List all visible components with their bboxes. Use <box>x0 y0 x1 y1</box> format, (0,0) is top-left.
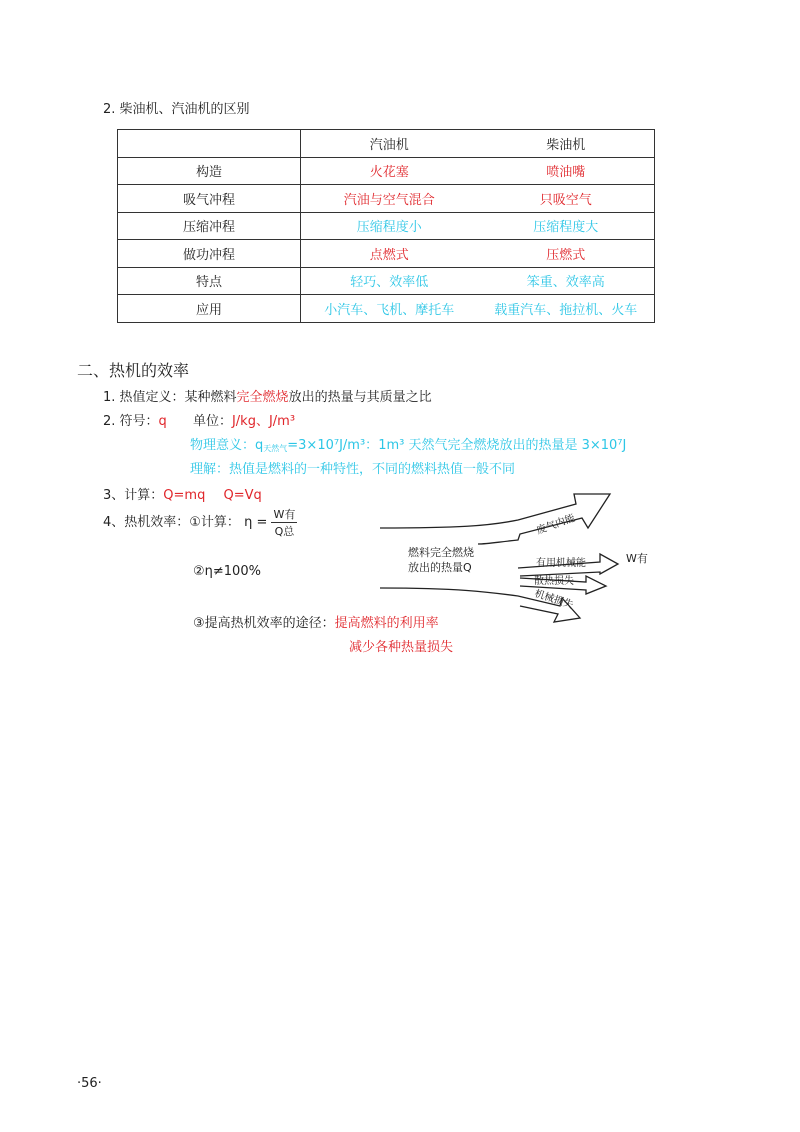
diesel-value: 笨重、效率高 <box>526 275 605 291</box>
table-row <box>118 267 655 295</box>
formula-mass: Q=mq <box>163 488 206 503</box>
row-label: 吸气冲程 <box>118 185 301 213</box>
table-row <box>118 295 655 323</box>
diesel-value: 只吸空气 <box>539 192 592 208</box>
definition-prefix: 1. 热值定义：某种燃料 <box>103 390 237 405</box>
branch-useful-label: 有用机械能 <box>536 558 586 569</box>
item-calculation <box>103 484 262 503</box>
symbol-prefix: 2. 符号： <box>103 414 159 429</box>
definition-suffix: 放出的热量与其质量之比 <box>288 390 432 405</box>
definition-highlight: 完全燃烧 <box>236 390 289 405</box>
gasoline-value: 汽油与空气混合 <box>343 192 435 208</box>
gasoline-value: 点燃式 <box>369 247 409 263</box>
section-heading-efficiency: 二、热机的效率 <box>77 361 190 380</box>
item-symbol-unit <box>103 410 295 429</box>
table-row <box>118 157 655 185</box>
row-label: 特点 <box>118 267 301 295</box>
efficiency-fraction <box>271 506 297 539</box>
branch-exhaust-label: 废气内能 <box>535 512 577 537</box>
understanding-line: 理解：热值是燃料的一种特性，不同的燃料热值一般不同 <box>190 462 516 477</box>
energy-flow-diagram <box>378 488 668 628</box>
symbol-value: q <box>158 414 167 429</box>
diesel-value: 压缩程度大 <box>533 220 599 236</box>
table-row <box>118 212 655 240</box>
output-w-useful: W有 <box>626 552 648 565</box>
diagram-source-line1: 燃料完全燃烧 <box>408 546 474 559</box>
improve-method-a: 提高燃料的利用率 <box>334 616 439 631</box>
table-header-gasoline: 汽油机 <box>369 137 409 153</box>
efficiency-not-100: ②η≠100% <box>193 564 261 579</box>
branch-heat-loss-label: 散热损失 <box>534 576 574 587</box>
fraction-denominator: Q总 <box>274 525 295 538</box>
improve-prefix: ③提高热机效率的途径： <box>193 616 335 631</box>
item-heat-value-definition <box>103 386 432 405</box>
diesel-value: 喷油嘴 <box>546 165 586 181</box>
table-header-diesel: 柴油机 <box>546 137 586 153</box>
gasoline-value: 小汽车、飞机、摩托车 <box>324 302 455 318</box>
diesel-value: 压燃式 <box>546 247 586 263</box>
unit-label: 单位： <box>192 414 232 429</box>
physics-explanation: 1m³ 天然气完全燃烧放出的热量是 3×10⁷J <box>378 438 627 453</box>
physics-subscript: 天然气 <box>263 444 288 453</box>
unit-value: J/kg、J/m³ <box>231 414 296 429</box>
diesel-value: 载重汽车、拖拉机、火车 <box>494 302 638 318</box>
gasoline-value: 火花塞 <box>369 165 409 181</box>
section-title-diesel-vs-gasoline: 2. 柴油机、汽油机的区别 <box>103 102 250 117</box>
table-header-row <box>118 130 655 158</box>
physics-meaning: 物理意义：$q_{天然气}=3\times 10^7J/m^3$：1m³ 天然气完全燃烧放出的热量是 3×10⁷J <box>190 438 627 453</box>
page-number: ·56· <box>77 1076 102 1091</box>
physics-value: =3×10⁷J/m³ <box>287 438 366 453</box>
row-label: 做功冲程 <box>118 240 301 268</box>
branch-mechanical-loss-label: 机械损失 <box>533 588 575 612</box>
fraction-numerator: W有 <box>273 508 296 521</box>
arrow-exhaust <box>380 494 610 544</box>
improve-method-b: 减少各种热量损失 <box>349 640 454 655</box>
efficiency-prefix: 4、热机效率：①计算： <box>103 515 240 530</box>
row-label: 应用 <box>118 295 301 323</box>
gasoline-value: 轻巧、效率低 <box>350 275 429 291</box>
formula-volume: Q=Vq <box>223 488 262 503</box>
eta-symbol: η = <box>244 515 268 530</box>
table-row <box>118 185 655 213</box>
table-header-empty <box>118 130 301 158</box>
engine-comparison-table <box>117 129 655 323</box>
row-label: 压缩冲程 <box>118 212 301 240</box>
item-engine-efficiency <box>103 506 297 539</box>
calc-prefix: 3、计算： <box>103 488 164 503</box>
table-row <box>118 240 655 268</box>
physics-label: 物理意义：q <box>190 438 264 453</box>
row-label: 构造 <box>118 157 301 185</box>
diagram-source-line2: 放出的热量Q <box>408 561 472 574</box>
gasoline-value: 压缩程度小 <box>356 220 422 236</box>
